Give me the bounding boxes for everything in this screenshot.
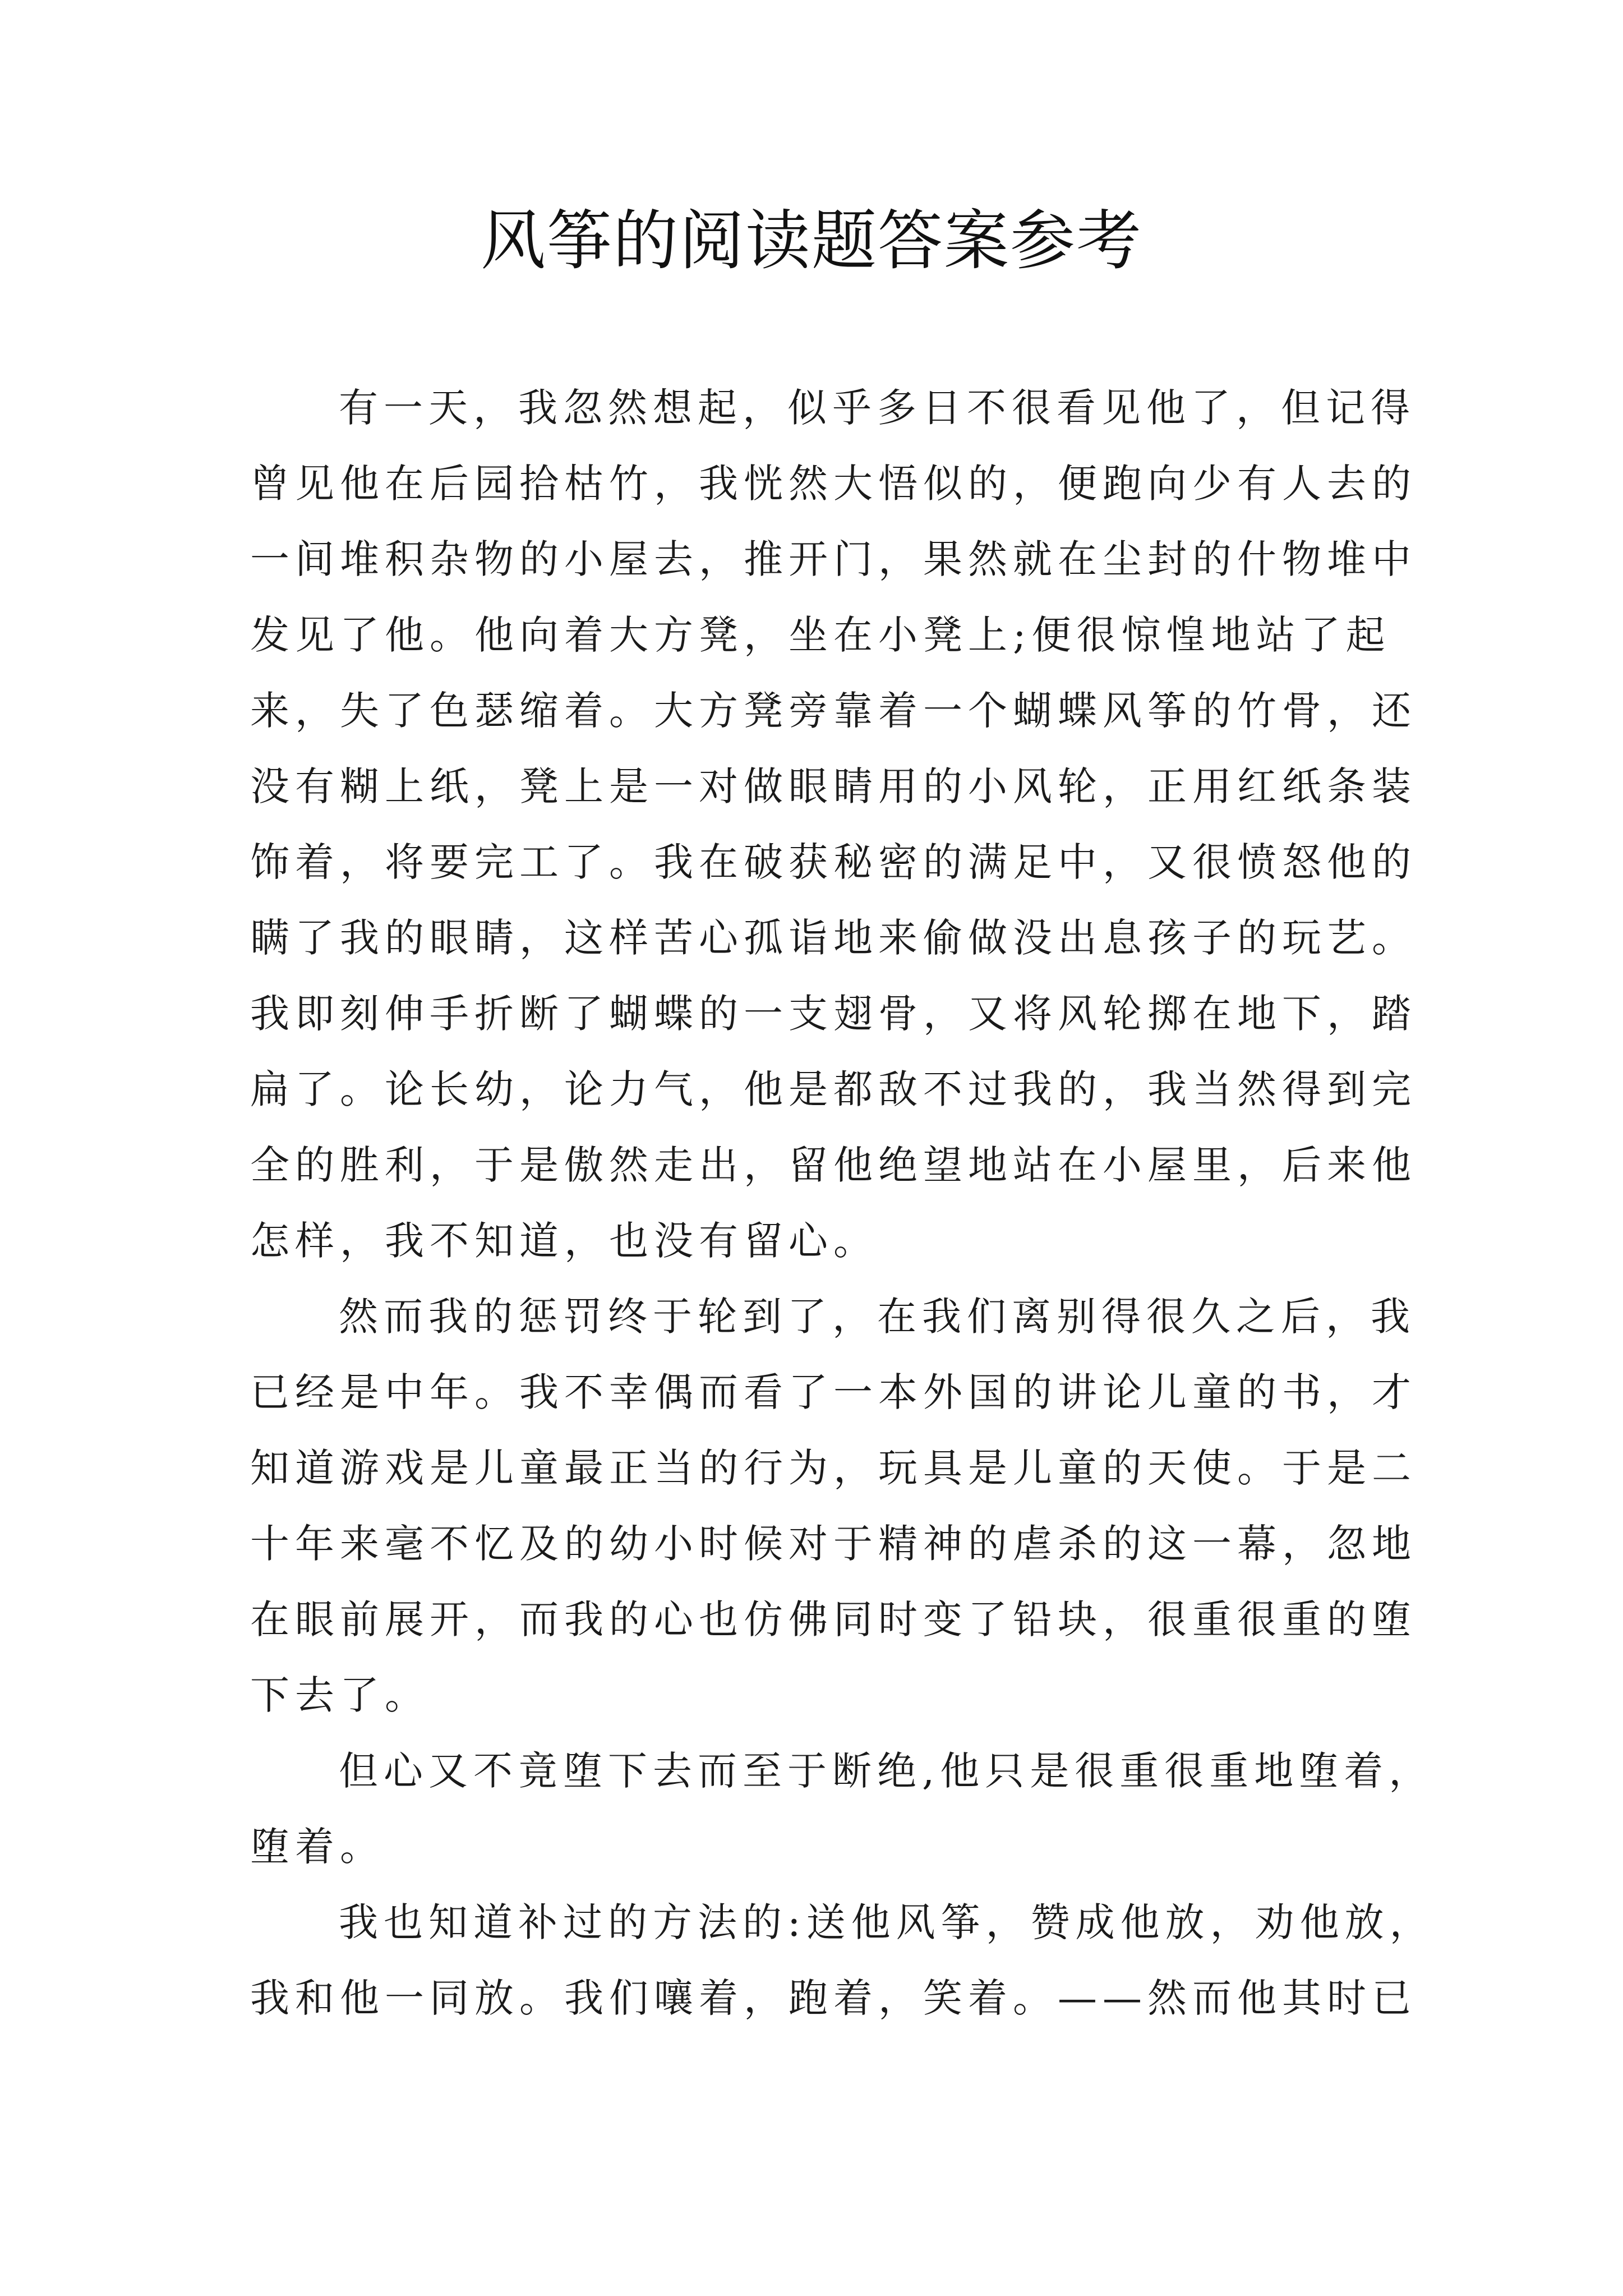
text-line: 有一天，我忽然想起，似乎多日不很看见他了，但记得	[339, 385, 1415, 431]
document-body	[250, 370, 1435, 2036]
text-line: 发见了他。他向着大方凳，坐在小凳上;便很惊惶地站了起	[250, 612, 1391, 658]
paragraph	[250, 1279, 1417, 1733]
text-line: 没有糊上纸，凳上是一对做眼睛用的小风轮，正用红纸条装	[250, 763, 1417, 809]
text-line: 堕着。	[250, 1824, 385, 1870]
text-line: 全的胜利，于是傲然走出，留他绝望地站在小屋里，后来他	[250, 1142, 1417, 1188]
text-line: 瞒了我的眼睛，这样苦心孤诣地来偷做没出息孩子的玩艺。	[250, 915, 1417, 961]
paragraph	[250, 1733, 1434, 1885]
text-line: 但心又不竟堕下去而至于断绝,他只是很重很重地堕着，	[339, 1748, 1434, 1794]
text-line: 饰着，将要完工了。我在破获秘密的满足中，又很愤怒他的	[250, 839, 1417, 885]
text-line: 一间堆积杂物的小屋去，推开门，果然就在尘封的什物堆中	[250, 536, 1417, 582]
text-line: 然而我的惩罚终于轮到了，在我们离别得很久之后，我	[339, 1294, 1415, 1340]
paragraph	[250, 370, 1417, 1279]
text-line: 扁了。论长幼，论力气，他是都敌不过我的，我当然得到完	[250, 1066, 1417, 1112]
text-line: 来，失了色瑟缩着。大方凳旁靠着一个蝴蝶风筝的竹骨，还	[250, 688, 1417, 734]
text-line: 已经是中年。我不幸偶而看了一本外国的讲论儿童的书，才	[250, 1369, 1417, 1415]
text-line: 十年来毫不忆及的幼小时候对于精神的虐杀的这一幕，忽地	[250, 1521, 1417, 1567]
text-line: 曾见他在后园拾枯竹，我恍然大悟似的，便跑向少有人去的	[250, 461, 1417, 507]
paragraph	[250, 1885, 1435, 2036]
text-line: 在眼前展开，而我的心也仿佛同时变了铅块，很重很重的堕	[250, 1596, 1417, 1642]
text-line: 我和他一同放。我们嚷着，跑着，笑着。——然而他其时已	[250, 1975, 1417, 2021]
text-line: 我也知道补过的方法的:送他风筝，赞成他放，劝他放，	[339, 1899, 1435, 1945]
text-line: 知道游戏是儿童最正当的行为，玩具是儿童的天使。于是二	[250, 1445, 1417, 1491]
document-title: 风筝的阅读题答案参考	[481, 203, 1142, 279]
text-line: 怎样，我不知道，也没有留心。	[250, 1218, 878, 1264]
text-line: 下去了。	[250, 1672, 430, 1718]
text-line: 我即刻伸手折断了蝴蝶的一支翅骨，又将风轮掷在地下，踏	[250, 991, 1417, 1037]
